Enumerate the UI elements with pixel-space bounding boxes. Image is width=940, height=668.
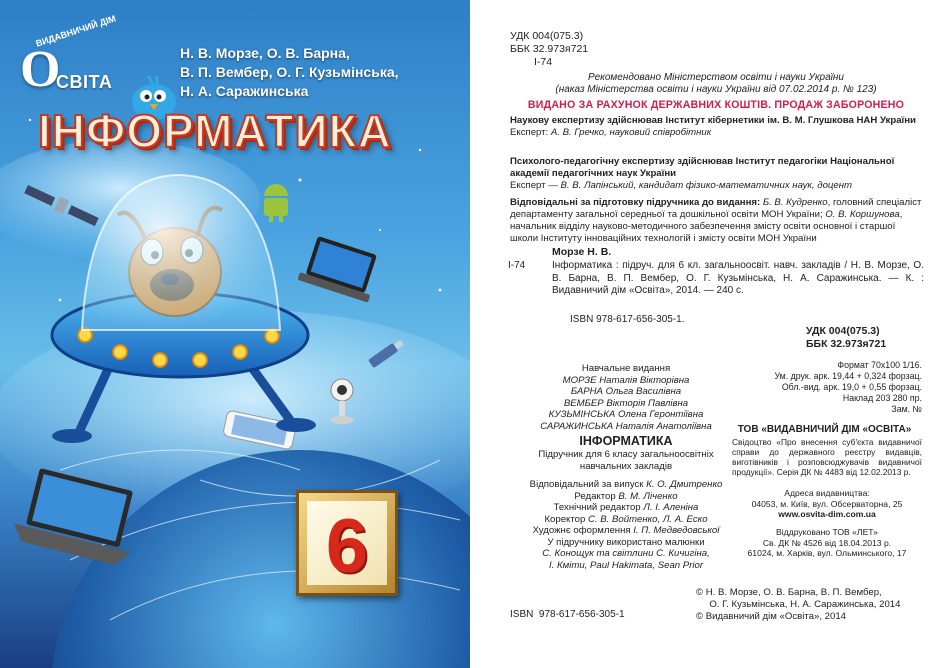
address-line: 04053, м. Київ, вул. Обсерваторна, 25 (751, 498, 903, 509)
credit-names: К. О. Дмитренко (646, 479, 723, 490)
credit-role: Коректор (544, 513, 588, 525)
edition-type: Навчальне видання (581, 363, 671, 374)
osvita-logo (18, 13, 128, 106)
logo-arc-text: ВИДАВНИЧИЙ ДІМ (34, 13, 118, 49)
printer-info (732, 527, 922, 559)
expert-label: Експерт: (510, 127, 551, 138)
copyright-line: О. Г. Кузьмінська, Н. А. Саражинська, 2014 (696, 599, 901, 610)
format-line: Обл.-вид. арк. 19,0 + 0,55 форзац. (781, 382, 922, 392)
grade-badge (296, 490, 398, 596)
bbk-line: ББК 32.973я721 (806, 338, 887, 350)
author-line: Н. В. Морзе, О. В. Барна, (180, 45, 350, 61)
publisher-certificate: Свідоцтво «Про внесення суб'єкта видавничої справи до державного реєстру видавців, виготівників і розповсюджувачів видавничої продукції». Серія ДК № 4483 від 12.02.2013 р. (732, 437, 922, 477)
printer-line: Віддруковано ТОВ «ЛЕТ» (776, 527, 878, 537)
biblio-author: Морзе Н. В. (552, 246, 612, 258)
expertise-lead: Психолого-педагогічну експертизу здійснював Інститут педагогіки Національної академії педагогічних наук України (510, 156, 895, 179)
edition-subtitle: навчальних закладів (579, 460, 673, 472)
publisher-name: ТОВ «ВИДАВНИЧИЙ ДІМ «ОСВІТА» (737, 424, 912, 435)
ufo-foot (276, 418, 316, 432)
android-robot (264, 184, 288, 222)
credit-role: Відповідальний за випуск (529, 479, 647, 490)
credit-names: Л. І. Аленіна (643, 502, 699, 513)
pedagogical-expertise (510, 156, 922, 192)
credit-role: У підручнику використано малюнки (547, 536, 705, 548)
ufo-foot (52, 429, 92, 443)
address-line: Адреса видавництва: (784, 488, 870, 498)
expertise-expert (510, 180, 922, 192)
imprint-page (470, 0, 940, 668)
logo-word: СВІТА (56, 72, 113, 92)
udk-line: УДК 004(075.3) (510, 30, 584, 42)
printer-line: 61024, м. Харків, вул. Ольминського, 17 (747, 548, 907, 558)
edition-subtitle: Підручник для 6 класу загальноосвітніх (538, 449, 714, 460)
edition-author: МОРЗЕ Наталія Вікторівна (562, 374, 690, 386)
author-line: Н. А. Саражинська (180, 83, 309, 99)
logo-letter: О (20, 41, 61, 98)
copyright-line: © Видавничий дім «Освіта», 2014 (696, 611, 847, 622)
edition-info (510, 363, 742, 472)
responsible-persons (510, 197, 922, 245)
responsible-lead: Відповідальні за підготовку підручника до видання: (510, 197, 763, 208)
format-line: Наклад 203 280 пр. (842, 393, 922, 403)
edition-title: ІНФОРМАТИКА (579, 434, 673, 448)
state-funded-notice: ВИДАНО ЗА РАХУНОК ДЕРЖАВНИХ КОШТІВ. ПРОДАЖ ЗАБОРОНЕНО (527, 99, 905, 111)
format-line: Формат 70х100 1/16. (837, 360, 922, 370)
expert-name: В. В. Лапінський, кандидат фізико-математичних наук, доцент (560, 180, 852, 191)
udk-block-right (806, 325, 886, 351)
cover-authors (180, 44, 460, 101)
cover-title: ІНФОРМАТИКА (38, 105, 392, 157)
credit-role: Художнє оформлення (532, 525, 634, 536)
recommendation (510, 72, 922, 96)
credit-line (510, 537, 742, 549)
production-credits (510, 479, 742, 571)
credit-line (510, 491, 742, 503)
edition-author: САРАЖИНСЬКА Наталія Анатоліївна (540, 420, 712, 432)
isbn-bottom: ISBN 978-617-656-305-1 (510, 609, 625, 620)
credit-line (510, 560, 742, 572)
responsible-text-1: , головний спеціаліст департаменту загальної середньої та дошкільної освіти МОН України; (510, 197, 922, 220)
responsible-text-2: , начальник відділу науково-методичного забезпечення змісту освіти основної і старшої школи Інституту інноваційних технологій і змісту освіти МОН України (510, 209, 903, 244)
code-line: І-74 (534, 56, 553, 68)
grade-number: 6 (325, 504, 369, 589)
edition-author: ВЕМБЕР Вікторія Павлівна (563, 397, 689, 409)
recommendation-order: (наказ Міністерства освіти і науки України від 07.02.2014 р. № 123) (555, 84, 877, 95)
responsible-name-2: О. В. Коршунова (825, 209, 900, 220)
isbn-record: ISBN 978-617-656-305-1. (570, 314, 685, 325)
biblio-record: Інформатика : підруч. для 6 кл. загальноосвіт. навч. закладів / Н. В. Морзе, О. В. Барна, В. П. Вембер, О. Г. Кузьмінська, Н. А. Саражинська. — К. : Видавничий дім «Освіта», 2014. — 240 с. (552, 260, 924, 296)
credit-line (510, 525, 742, 537)
copyright-block (696, 587, 926, 623)
tablet-device (297, 234, 382, 303)
expertise-expert (510, 127, 922, 139)
credit-line (510, 479, 742, 491)
credit-line (510, 548, 742, 560)
scientific-expertise (510, 115, 922, 139)
credit-names: І. Кміти, Paul Hakimata, Sean Prior (548, 559, 704, 571)
recommendation-line: Рекомендовано Міністерством освіти і науки України (588, 72, 844, 83)
edition-author: КУЗЬМІНСЬКА Олена Геронтіївна (548, 409, 704, 420)
bbk-line: ББК 32.973я721 (510, 43, 589, 55)
credit-role: Редактор (574, 490, 619, 502)
biblio-code: І-74 (508, 260, 526, 271)
print-format (712, 360, 922, 415)
publisher-address (732, 488, 922, 520)
expert-label: Експерт — (510, 180, 561, 191)
publisher-site-link[interactable]: www.osvita-dim.com.ua (778, 509, 876, 519)
credit-line (510, 514, 742, 526)
udk-line: УДК 004(075.3) (806, 325, 880, 337)
credit-role: Технічний редактор (553, 502, 644, 513)
credit-line (510, 502, 742, 514)
format-line: Ум. друк. арк. 19,44 + 0,324 форзац. (774, 371, 922, 381)
expert-name: А. В. Гречко, науковий співробітник (550, 127, 712, 138)
grade-inner (307, 501, 387, 589)
printer-line: Св. ДК № 4526 від 18.04.2013 р. (762, 537, 892, 548)
credit-names: І. П. Медведовської (633, 525, 720, 536)
udk-block-top (510, 30, 588, 69)
expertise-lead: Наукову експертизу здійснював Інститут кібернетики ім. В. М. Глушкова НАН України (510, 115, 916, 126)
credit-names: С. В. Войтенко, Л. А. Еско (587, 513, 708, 525)
author-line: В. П. Вембер, О. Г. Кузьмінська, (180, 64, 399, 80)
credit-names: С. Конощук та світлини С. Кичигіна, (542, 548, 710, 559)
copyright-line: © Н. В. Морзе, О. В. Барна, В. П. Вембер, (696, 587, 882, 598)
responsible-name-1: Б. В. Кудренко (762, 197, 828, 208)
edition-author: БАРНА Ольга Василівна (570, 386, 682, 397)
format-line: Зам. № (891, 404, 922, 414)
credit-names: В. М. Ліченко (618, 490, 678, 502)
